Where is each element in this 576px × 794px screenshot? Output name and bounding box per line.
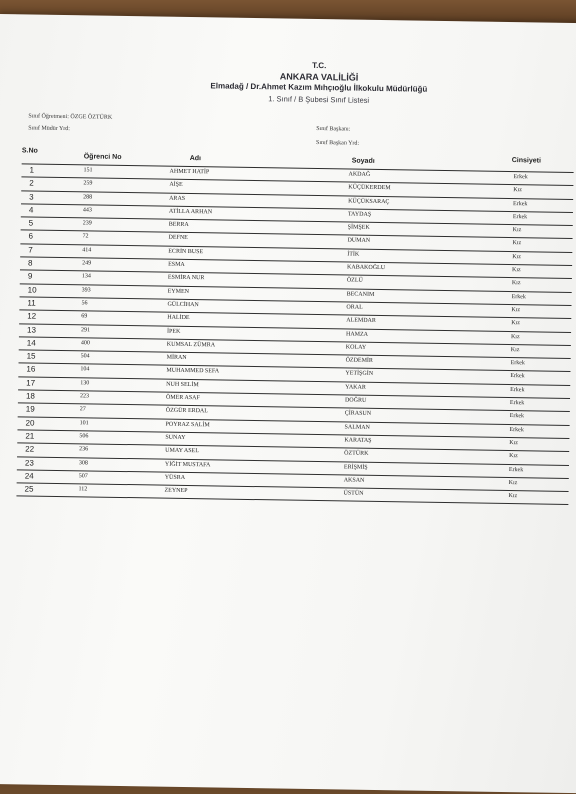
cell-student-no: 291: [81, 326, 91, 334]
cell-student-no: 72: [82, 233, 89, 240]
cell-sno: 4: [28, 205, 34, 215]
cell-surname: DOĞRU: [344, 397, 367, 404]
cell-sno: 15: [26, 351, 36, 361]
cell-surname: YAKAR: [345, 384, 366, 391]
header-valilik: ANKARA VALİLİĞİ: [279, 71, 359, 83]
cell-name: ECRİN BUSE: [168, 248, 204, 256]
cell-surname: AKDAĞ: [348, 171, 371, 178]
cell-sno: 20: [25, 418, 35, 428]
cell-sno: 17: [26, 378, 36, 388]
cell-sno: 23: [24, 457, 34, 468]
cell-surname: ORAL: [346, 304, 363, 311]
cell-gender: Erkek: [509, 426, 524, 433]
cell-name: ZEYNEP: [164, 487, 188, 495]
cell-surname: AKSAN: [343, 477, 365, 484]
header-tc: T.C.: [312, 60, 327, 71]
cell-surname: İTİK: [347, 251, 360, 258]
cell-sno: 2: [29, 178, 34, 188]
cell-surname: KÜÇÜKERDEM: [348, 184, 391, 192]
cell-surname: ŞİMŞEK: [347, 224, 370, 232]
cell-sno: 11: [27, 298, 36, 308]
cell-surname: ERİŞMİŞ: [343, 463, 368, 471]
cell-name: SUNAY: [165, 434, 186, 441]
col-student-no: Öğrenci No: [83, 153, 122, 161]
cell-student-no: 308: [78, 459, 89, 466]
col-gender: Cinsiyeti: [511, 157, 541, 165]
cell-sno: 7: [28, 245, 33, 255]
cell-student-no: 56: [81, 300, 88, 307]
cell-student-no: 506: [79, 433, 89, 440]
cell-name: AHMET HATİP: [169, 168, 210, 176]
cell-name: ÖMER ASAF: [165, 394, 200, 402]
cell-name: KUMSAL ZÜMRA: [166, 341, 216, 349]
cell-gender: Kız: [509, 439, 519, 447]
cell-sno: 10: [27, 285, 37, 295]
cell-gender: Erkek: [509, 413, 525, 420]
teacher-label: Sınıf Öğretmeni: ÖZGE ÖZTÜRK: [28, 113, 113, 121]
cell-sno: 9: [27, 271, 33, 281]
cell-gender: Kız: [510, 346, 520, 354]
cell-sno: 8: [28, 258, 33, 268]
cell-sno: 25: [24, 484, 34, 494]
cell-surname: YETİŞGİN: [345, 370, 374, 378]
cell-surname: ALEMDAR: [346, 317, 376, 325]
cell-surname: ÖZDEMİR: [345, 357, 373, 365]
cell-student-no: 130: [80, 380, 90, 387]
cell-student-no: 249: [82, 260, 92, 267]
cell-sno: 3: [29, 192, 34, 202]
cell-name: ARAS: [169, 195, 186, 202]
cell-gender: Kız: [510, 333, 520, 340]
class-president-label: Sınıf Başkanı:: [316, 125, 351, 133]
cell-gender: Erkek: [512, 213, 528, 221]
cell-surname: SALMAN: [344, 424, 370, 431]
cell-sno: 19: [25, 404, 35, 414]
cell-surname: KARATAŞ: [344, 437, 372, 444]
cell-name: MİRAN: [166, 354, 187, 362]
vice-principal-label: Sınıf Müdür Yrd:: [28, 125, 71, 133]
cell-name: ATİLLA ARHAN: [168, 208, 213, 216]
cell-student-no: 259: [83, 180, 93, 187]
cell-student-no: 101: [79, 419, 89, 427]
cell-surname: HAMZA: [345, 331, 369, 338]
cell-student-no: 27: [79, 406, 86, 413]
cell-student-no: 393: [81, 286, 91, 294]
cell-gender: Kız: [509, 453, 518, 460]
cell-student-no: 443: [82, 207, 92, 214]
cell-name: GÜLCİHAN: [167, 301, 199, 309]
cell-student-no: 507: [78, 473, 88, 480]
cell-name: YİĞİT MUSTAFA: [164, 461, 211, 468]
cell-gender: Kız: [513, 187, 523, 194]
cell-name: MUHAMMED SEFA: [166, 368, 220, 375]
cell-student-no: 223: [79, 393, 90, 400]
cell-gender: Kız: [511, 267, 521, 274]
cell-gender: Kız: [511, 280, 521, 287]
cell-name: ESMA: [168, 261, 185, 269]
cell-name: NUH SELİM: [166, 381, 199, 388]
cell-gender: Erkek: [510, 373, 525, 380]
cell-sno: 22: [25, 444, 35, 454]
cell-sno: 6: [28, 231, 34, 242]
cell-gender: Kız: [512, 227, 522, 234]
cell-surname: KABAKOĞLU: [347, 264, 386, 272]
paper-sheet: [0, 14, 576, 793]
cell-gender: Erkek: [511, 293, 526, 300]
cell-surname: DUMAN: [347, 237, 371, 245]
cell-gender: Erkek: [509, 400, 525, 407]
cell-sno: 16: [26, 364, 36, 375]
cell-gender: Kız: [511, 320, 520, 327]
cell-gender: Kız: [508, 479, 518, 487]
cell-student-no: 112: [78, 486, 88, 493]
class-vice-president-label: Sınıf Başkan Yrd:: [315, 139, 360, 147]
col-sno: S.No: [21, 147, 38, 155]
cell-student-no: 400: [80, 340, 90, 347]
cell-sno: 12: [27, 311, 37, 321]
cell-surname: KOLAY: [345, 344, 367, 351]
cell-student-no: 414: [82, 247, 92, 254]
cell-student-no: 151: [83, 167, 93, 174]
cell-name: BERRA: [168, 221, 189, 229]
cell-name: HALİDE: [167, 314, 190, 322]
cell-sno: 1: [29, 165, 35, 175]
cell-name: İPEK: [166, 328, 181, 335]
cell-student-no: 504: [80, 353, 90, 360]
cell-surname: BECANIM: [346, 291, 375, 298]
student-table: [16, 147, 573, 505]
cell-sno: 21: [25, 431, 35, 441]
cell-gender: Kız: [508, 493, 518, 500]
cell-student-no: 236: [79, 446, 89, 453]
cell-sno: 13: [26, 325, 37, 335]
cell-student-no: 288: [83, 193, 93, 201]
cell-gender: Erkek: [513, 200, 528, 207]
cell-sno: 14: [26, 338, 36, 348]
cell-name: DEFNE: [168, 235, 188, 242]
cell-name: AİŞE: [169, 181, 183, 189]
cell-gender: Kız: [512, 240, 522, 247]
col-name: Adı: [189, 154, 202, 163]
cell-gender: Erkek: [510, 360, 525, 367]
cell-surname: ÖZTÜRK: [344, 450, 369, 458]
table-body: [16, 164, 573, 505]
cell-name: ESMİRA NUR: [167, 275, 205, 282]
cell-gender: Kız: [512, 253, 521, 260]
cell-surname: ÜSTÜN: [343, 490, 364, 497]
cell-student-no: 69: [81, 313, 88, 320]
cell-surname: ÇİRASUN: [344, 410, 372, 418]
cell-sno: 5: [28, 218, 34, 228]
cell-gender: Erkek: [510, 386, 525, 394]
cell-name: YÜSRA: [164, 474, 186, 481]
cell-student-no: 134: [81, 273, 91, 280]
cell-gender: Kız: [511, 307, 521, 314]
cell-sno: 24: [24, 471, 34, 481]
cell-name: ÖZGÜR ERDAL: [165, 407, 208, 415]
cell-surname: ÖZLÜ: [346, 277, 363, 285]
cell-student-no: 239: [82, 220, 92, 227]
cell-surname: KÜÇÜKSARAÇ: [348, 198, 390, 205]
cell-gender: Erkek: [513, 174, 528, 181]
cell-sno: 18: [25, 391, 35, 401]
cell-gender: Erkek: [508, 466, 524, 473]
cell-surname: TAYDAŞ: [347, 211, 372, 218]
cell-name: EYMEN: [167, 288, 190, 295]
header-school: Elmadağ / Dr.Ahmet Kazım Mıhçıoğlu İlkokulu Müdürlüğü: [210, 81, 428, 94]
header-class-list: 1. Sınıf / B Şubesi Sınıf Listesi: [268, 94, 370, 105]
cell-name: POYRAZ SALİM: [165, 421, 210, 428]
col-surname: Soyadı: [351, 157, 375, 165]
cell-student-no: 104: [80, 366, 90, 373]
cell-name: UMAY ASEL: [165, 447, 199, 455]
